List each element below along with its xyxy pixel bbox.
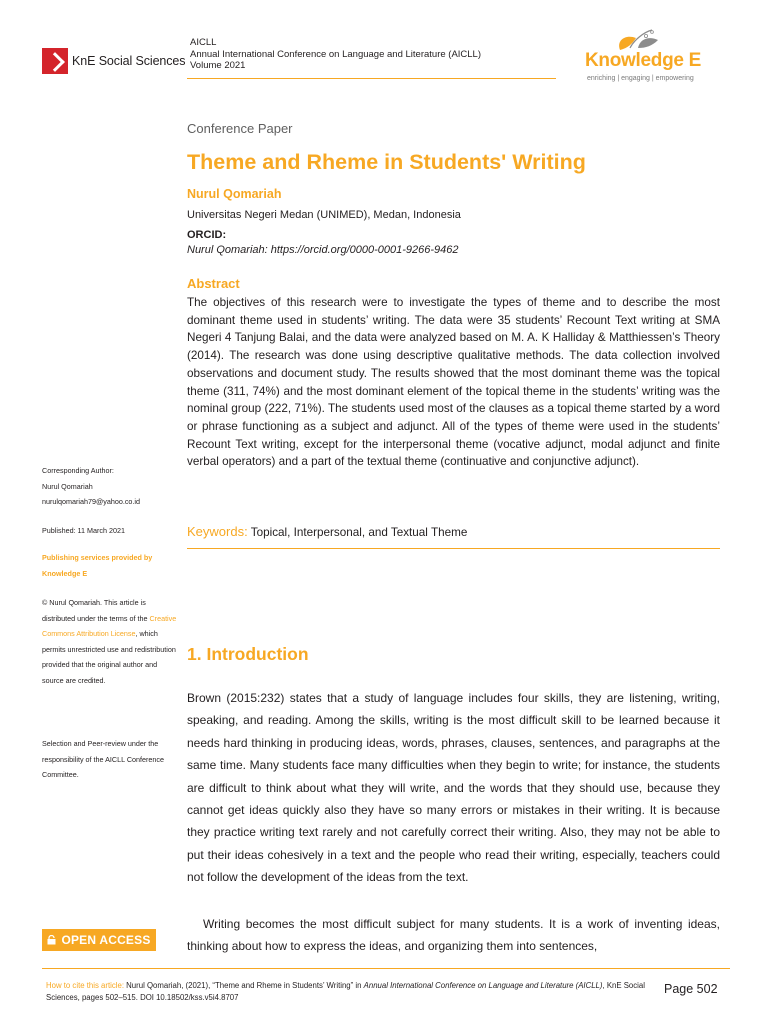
cite-text: Nurul Qomariah, (2021), “Theme and Rheme in Students’ Writing” in xyxy=(126,981,362,990)
open-access-badge xyxy=(42,929,156,951)
peer-review-statement: Selection and Peer-review under the responsibility of the AICLL Conference Committee. xyxy=(42,739,164,779)
conference-acronym: AICLL xyxy=(190,37,217,48)
kne-logo-icon xyxy=(42,48,68,74)
orcid-label: ORCID: xyxy=(187,229,227,241)
citation-footer xyxy=(46,980,664,1004)
keywords-line xyxy=(187,524,467,539)
brand-name: KnE Social Sciences xyxy=(72,54,186,68)
introduction-paragraph: Writing becomes the most difficult subject for many students. It is a work of inventing ideas, thinking about how to express the ideas, and organizing them into sentences, xyxy=(187,917,720,954)
paper-title: Theme and Rheme in Students' Writing xyxy=(187,150,586,174)
corresponding-author-email[interactable]: nurulqomariah79@yahoo.co.id xyxy=(42,497,140,506)
creative-commons-link[interactable]: Creative Commons Attribution License xyxy=(42,613,177,638)
kne-social-sciences-logo xyxy=(42,48,185,74)
article-type: Conference Paper xyxy=(187,121,293,136)
conference-info xyxy=(190,37,481,72)
abstract-heading: Abstract xyxy=(187,276,240,291)
publisher-logo-text: Knowledge E xyxy=(585,50,701,71)
author-affiliation: Universitas Negeri Medan (UNIMED), Medan, Indonesia xyxy=(187,209,461,221)
publisher-tagline: enriching | engaging | empowering xyxy=(587,75,694,82)
corresponding-author-label: Corresponding Author: xyxy=(42,466,114,475)
footer-divider xyxy=(42,968,730,969)
lock-icon xyxy=(47,935,56,945)
page-number: Page 502 xyxy=(664,982,718,996)
publishing-services: Publishing services provided by Knowledge E xyxy=(42,553,153,578)
conference-volume: Volume 2021 xyxy=(190,60,246,71)
abstract-text: The objectives of this research were to investigate the types of theme and to describe the most dominant theme used in students’ writing. The data were 35 students’ Recount Text writing at SMA Negeri 4 Tanjung Balai, and the data were analyzed based on M. A. K Halliday & Matthiessen’s Theory (2014). The research was done using descriptive qualitative methods. The data collection involved observations and document study. The results showed that the most dominant theme was the topical theme (311, 74%) and the most dominant element of the topical theme in the students’ writing was the nominal group (222, 71%). The students used most of the clauses as a topical theme started by a word or phrase functioning as a subject and adjunct. All of the types of theme were used in the students’ Recount Text writing, except for the interpersonal theme (vocative adjunct, modal adjunct and finite verbal operators) and a part of the textual theme (continuative and conjunctive adjunct). xyxy=(187,296,720,469)
conference-full-name: Annual International Conference on Language and Literature (AICLL) xyxy=(190,48,482,60)
license-prefix: © Nurul Qomariah. This article is distributed under the terms of the xyxy=(42,598,150,623)
cite-journal: Annual International Conference on Language and Literature (AICLL) xyxy=(363,981,603,990)
corresponding-author-block xyxy=(42,463,177,510)
keywords-values: Topical, Interpersonal, and Textual Theme xyxy=(250,526,468,539)
license-suffix: , which permits unrestricted use and redistribution provided that the original author and source are credited. xyxy=(42,629,176,685)
orcid-link[interactable]: Nurul Qomariah: https://orcid.org/0000-0001-9266-9462 xyxy=(187,244,459,256)
introduction-heading: 1. Introduction xyxy=(187,644,309,664)
cite-rest: , KnE Social Sciences, pages 502–515. DOI 10.18502/kss.v5i4.8707 xyxy=(46,981,645,1002)
license-statement xyxy=(42,595,177,688)
author-name: Nurul Qomariah xyxy=(187,187,282,201)
corresponding-author-name: Nurul Qomariah xyxy=(42,481,93,491)
keywords-divider xyxy=(187,548,720,549)
introduction-paragraph: Brown (2015:232) states that a study of language includes four skills, they are listening, writing, speaking, and reading. Among the skills, writing is the most difficult skill to be learned because it needs hard thinking in producing ideas, words, phrases, clauses, sentences, and paragraphs at the same time. Many students face many difficulties when they begin to write; for instance, the students are difficult to think about what they will write, and the words that they should use, because they cannot get ideas quickly also they have so many errors or mistakes in their writing. It is because they practice writing text rarely and not carefully correct their writing. Also, they may not be able to put their ideas cohesively in a text and the people who read their writing, especially, teachers could not follow the development of the ideas from the text. xyxy=(187,691,720,885)
cite-label: How to cite this article: xyxy=(46,981,124,990)
open-access-label: OPEN ACCESS xyxy=(61,933,151,947)
keywords-label: Keywords: xyxy=(187,524,248,539)
header-divider xyxy=(187,78,556,79)
published-date: Published: 11 March 2021 xyxy=(42,526,125,535)
